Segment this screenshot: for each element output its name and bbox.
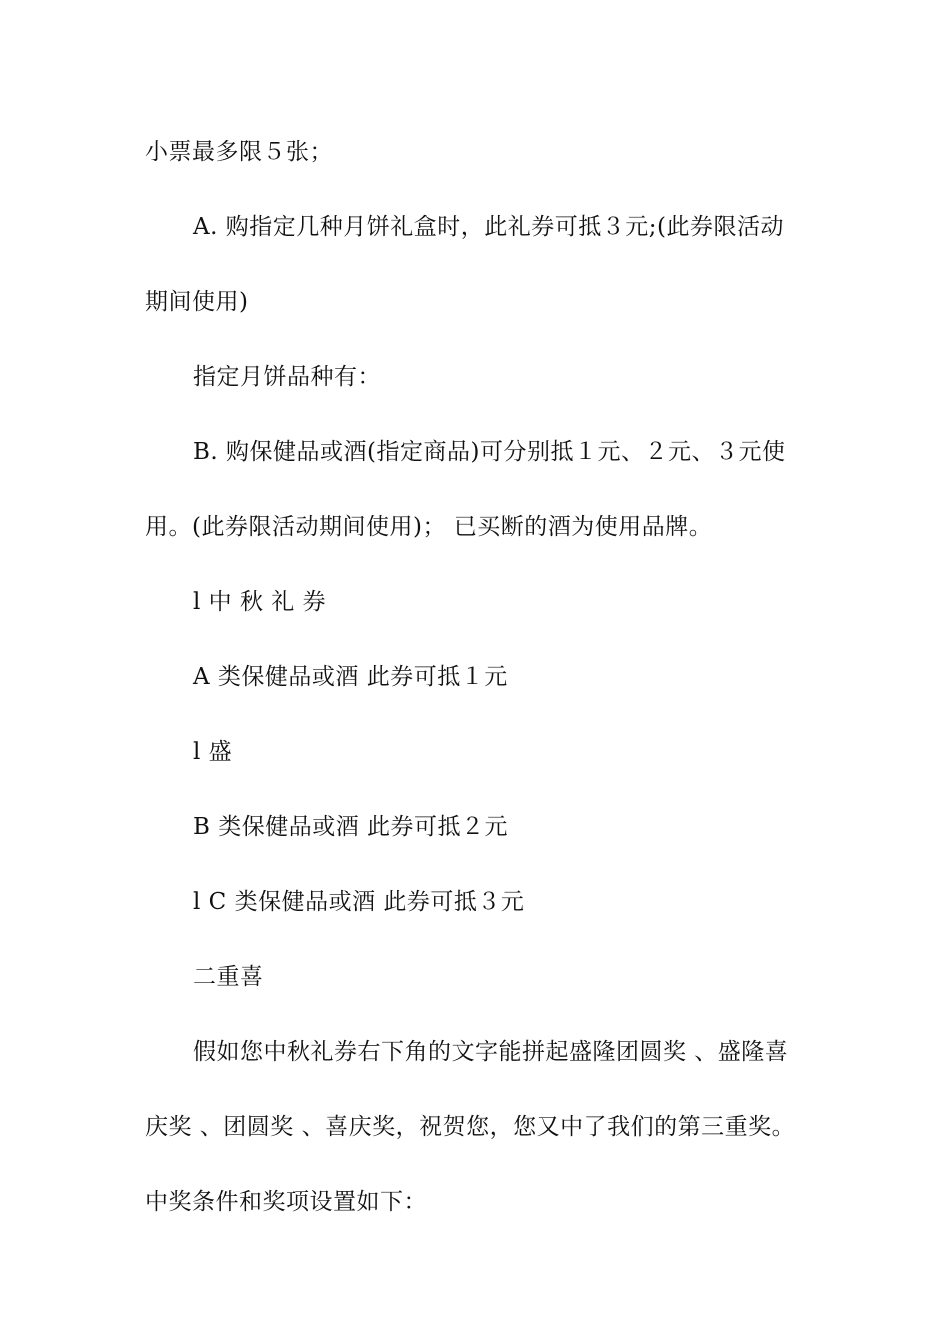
text-line-receipt-limit: 小票最多限５张；	[145, 139, 333, 165]
text-line-option-a-cont: 期间使用)	[145, 289, 249, 315]
text-line-option-b-cont: 用。(此券限活动期间使用)； 已买断的酒为使用品牌。	[145, 514, 713, 540]
text-line-prize-settings: 中奖条件和奖项设置如下：	[145, 1189, 427, 1215]
text-line-option-b: B. 购保健品或酒(指定商品)可分别抵１元、２元、３元使	[193, 439, 786, 465]
text-line-coupon-c: l C 类保健品或酒 此券可抵３元	[193, 889, 525, 915]
text-line-mooncake-varieties: 指定月饼品种有：	[193, 364, 381, 390]
text-line-coupon-b: B 类保健品或酒 此券可抵２元	[193, 814, 509, 840]
text-line-option-a: A. 购指定几种月饼礼盒时，此礼券可抵３元;(此券限活动	[193, 214, 784, 240]
text-line-coupon-title: l 中 秋 礼 券	[193, 589, 327, 615]
text-line-prize-condition: 假如您中秋礼券右下角的文字能拼起盛隆团圆奖 、盛隆喜	[193, 1039, 789, 1065]
text-line-coupon-a: A 类保健品或酒 此券可抵１元	[193, 664, 508, 690]
section-heading-second-prize: 二重喜	[193, 964, 264, 990]
text-line-prize-condition-cont: 庆奖 、团圆奖 、喜庆奖，祝贺您，您又中了我们的第三重奖。	[145, 1114, 796, 1140]
text-line-sheng: l 盛	[193, 739, 233, 765]
